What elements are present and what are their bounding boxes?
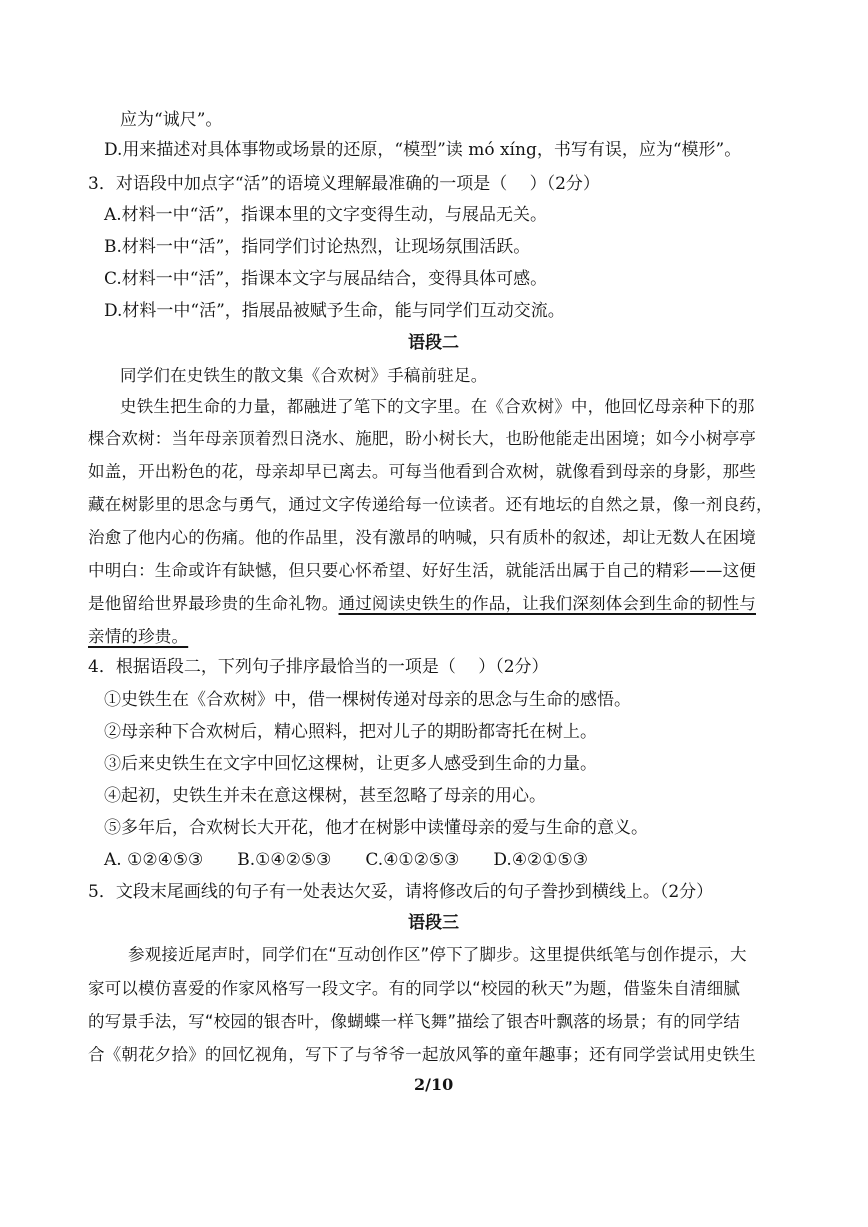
q3-option-a: A.材料一中“活”，指课本里的文字变得生动，与展品无关。: [104, 205, 548, 225]
passage-3-line-2: 家可以模仿喜爱的作家风格写一段文字。有的同学以“校园的秋天”为题，借鉴朱自清细腻: [88, 979, 741, 998]
q3-option-b: B.材料一中“活”，指同学们讨论热烈，让现场氛围活跃。: [104, 237, 531, 257]
passage-2-sentence-plain: 是他留给世界最珍贵的生命礼物。: [88, 594, 339, 613]
q4-sentence-2: ②母亲种下合欢树后，精心照料，把对儿子的期盼都寄托在树上。: [104, 722, 597, 742]
passage-3-line-1: 参观接近尾声时，同学们在“互动创作区”停下了脚步。这里提供纸笔与创作提示，大: [128, 945, 747, 964]
passage-3-line-4: 合《朝花夕拾》的回忆视角，写下了与爷爷一起放风筝的童年趣事；还有同学尝试用史铁生: [88, 1045, 756, 1064]
section-heading-3: 语段三: [408, 913, 459, 933]
underlined-sentence-part-2: 亲情的珍贵。: [88, 627, 189, 646]
passage-3-line-3: 的写景手法，写“校园的银杏叶，像蝴蝶一样飞舞”描绘了银杏叶飘落的场景；有的同学结: [88, 1012, 741, 1031]
passage-2-line-4: 如盖，开出粉色的花，母亲却早已离去。可每当他看到合欢树，就像看到母亲的身影，那些: [88, 462, 756, 481]
q4-sentence-3: ③后来史铁生在文字中回忆这棵树，让更多人感受到生命的力量。: [104, 754, 597, 774]
option-c-continuation: 应为“诚尺”。: [120, 110, 223, 130]
q2-option-d: D.用来描述对具体事物或场景的还原，“模型”读 mó xíng，书写有误，应为“模形”。: [104, 140, 742, 160]
section-heading-2: 语段二: [408, 333, 459, 353]
passage-2-line-1: 同学们在史铁生的散文集《合欢树》手稿前驻足。: [120, 366, 488, 385]
passage-2-line-5: 藏在树影里的思念与勇气，通过文字传递给每一位读者。还有地坛的自然之景，像一剂良药，: [88, 495, 773, 514]
passage-2-line-2: 史铁生把生命的力量，都融进了笔下的文字里。在《合欢树》中，他回忆母亲种下的那: [120, 397, 755, 416]
underlined-sentence-part-1: 通过阅读史铁生的作品，让我们深刻体会到生命的韧性与: [338, 594, 756, 613]
q3-option-d: D.材料一中“活”，指展品被赋予生命，能与同学们互动交流。: [104, 301, 565, 321]
q4-sentence-4: ④起初，史铁生并未在意这棵树，甚至忽略了母亲的用心。: [104, 786, 546, 806]
page-number: 2/10: [414, 1075, 454, 1094]
passage-2-line-7: 中明白：生命或许有缺憾，但只要心怀希望、好好生活，就能活出属于自己的精彩——这便: [88, 561, 756, 580]
passage-2-line-6: 治愈了他内心的伤痛。他的作品里，没有激昂的呐喊，只有质朴的叙述，却让无数人在困境: [88, 528, 756, 547]
passage-2-line-8: [88, 593, 756, 615]
question-4: 4．根据语段二，下列句子排序最恰当的一项是（ ）（2分）: [88, 657, 549, 677]
question-5: 5．文段末尾画线的句子有一处表达欠妥，请将修改后的句子誊抄到横线上。（2分）: [88, 882, 714, 902]
q3-option-c: C.材料一中“活”，指课本文字与展品结合，变得具体可感。: [104, 269, 548, 289]
q4-sentence-5: ⑤多年后，合欢树长大开花，他才在树影中读懂母亲的爱与生命的意义。: [104, 818, 648, 838]
q4-answer-options: A. ①②④⑤③ B.①④②⑤③ C.④①②⑤③ D.④②①⑤③: [104, 850, 589, 870]
question-3: 3．对语段中加点字“活”的语境义理解最准确的一项是（ ）（2分）: [88, 174, 600, 194]
passage-2-line-3: 棵合欢树：当年母亲顶着烈日浇水、施肥，盼小树长大，也盼他能走出困境；如今小树亭亭: [88, 429, 756, 448]
q4-sentence-1: ①史铁生在《合欢树》中，借一棵树传递对母亲的思念与生命的感悟。: [104, 690, 631, 710]
